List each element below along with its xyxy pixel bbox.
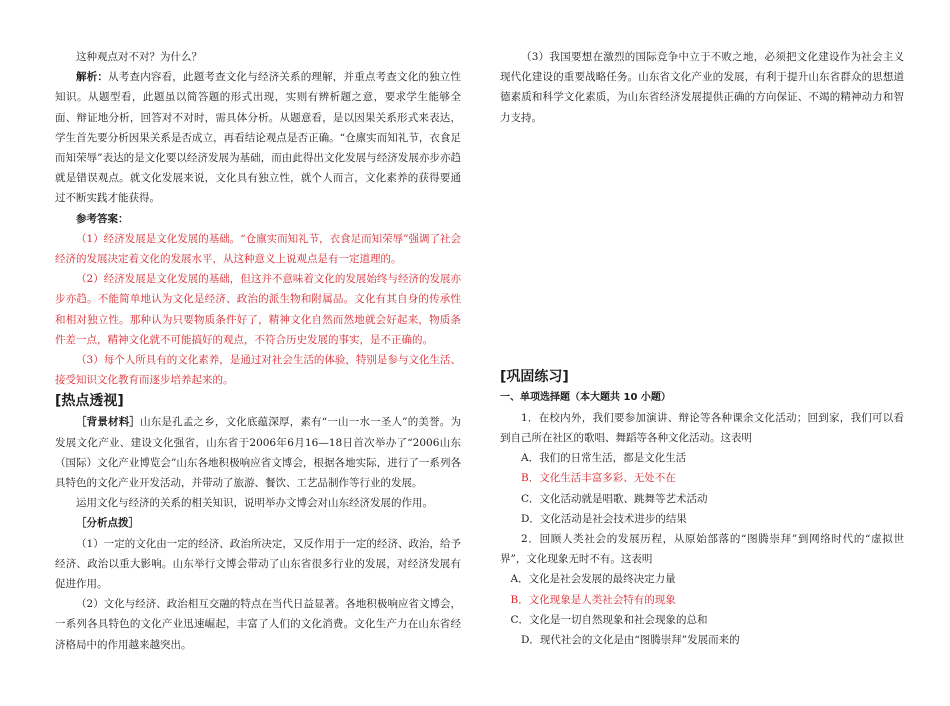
point-2: （2）文化与经济、政治相互交融的特点在当代日益显著。各地积极响应省文博会，一系列各具特色的文化产业迅速崛起，丰富了人们的文化消费。文化生产力在山东省经济格局中的作用越来越突出。 bbox=[55, 598, 461, 651]
q1-option-c: C．文化活动就是唱歌、跳舞等艺术活动 bbox=[521, 492, 708, 505]
q1-option-a: A．我们的日常生活，都是文化生活 bbox=[521, 452, 687, 465]
answer-2: （2）经济发展是文化发展的基础，但这并不意味着文化的发展始终与经济的发展亦步亦趋。不能简单地认为文化是经济、政治的派生物和附属品。文化有其自身的传承性和相对独立性。那种认为只要物质条件好了，精神文化自然而然地就会好起来，物质条件差一点，精神文化就不可能搞好的观点，不符合历史发展的事实，是不正确的。 bbox=[55, 273, 461, 346]
analysis-label: 解析： bbox=[76, 71, 109, 84]
question-text: 这种观点对不对？为什么？ bbox=[76, 51, 202, 63]
q2-stem: 2．回顾人类社会的发展历程，从原始部落的“图腾崇拜”到网络时代的“虚拟世界”，文化现象无时不有。这表明 bbox=[500, 533, 904, 566]
section-title: 一、单项选择题（本大题共 10 小题） bbox=[500, 391, 671, 403]
analysis2-label: ［分析点拨］ bbox=[76, 517, 139, 530]
analysis-paragraph bbox=[55, 67, 461, 208]
background-paragraph bbox=[55, 412, 461, 493]
point-1: （1）一定的文化由一定的经济、政治所决定，又反作用于一定的经济、政治，给予经济、政治以重大影响。山东举行文博会带动了山东省很多行业的发展，对经济发展有促进作用。 bbox=[55, 537, 461, 591]
q2-option-b: B．文化现象是人类社会特有的现象 bbox=[510, 593, 676, 606]
answer-1: （1）经济发展是文化发展的基础。“仓廪实而知礼节，衣食足而知荣辱”强调了社会经济的发展决定着文化的发展水平，从这种意义上说观点是有一定道理的。 bbox=[55, 232, 461, 266]
hot-title: [热点透视] bbox=[55, 393, 124, 410]
q2-option-d: D．现代社会的文化是由“图腾崇拜”发展而来的 bbox=[521, 634, 740, 647]
answer-label: 参考答案： bbox=[76, 212, 129, 225]
q2-option-c: C．文化是一切自然现象和社会现象的总和 bbox=[510, 613, 708, 626]
right-column bbox=[500, 0, 904, 650]
q1-stem: 1．在校内外，我们要参加演讲、辩论等各种课余文化活动；回到家，我们可以看到自己所在社区的歌唱、舞蹈等各种文化活动。这表明 bbox=[500, 411, 904, 445]
background-label: ［背景材料］ bbox=[76, 416, 141, 429]
background-question: 运用文化与经济的关系的相关知识，说明举办文博会对山东经济发展的作用。 bbox=[76, 497, 433, 510]
point-3: （3）我国要想在激烈的国际竞争中立于不败之地，必须把文化建设作为社会主义现代化建设的重要战略任务。山东省文化产业的发展，有利于提升山东省群众的思想道德素质和科学文化素质，为山东省经济发展提供正确的方向保证、不竭的精神动力和智力支持。 bbox=[500, 51, 904, 124]
q1-option-d: D．文化活动是社会技术进步的结果 bbox=[521, 512, 687, 525]
background-text: 山东是孔孟之乡，文化底蕴深厚，素有“一山一水一圣人”的美誉。为发展文化产业、建设文化强省，山东省于2006年6月16—18日首次举办了“2006山东（国际）文化产业博览会”山东各地积极响应省文博会，根据各地实际，进行了一系列各具特色的文化产业开发活动，并带动了旅游、餐饮、工艺品制作等行业的发展。 bbox=[55, 416, 461, 490]
practice-title: [巩固练习] bbox=[500, 368, 569, 385]
answer-3: （3）每个人所具有的文化素养，是通过对社会生活的体验，特别是参与文化生活、接受知识文化教育而逐步培养起来的。 bbox=[55, 354, 461, 387]
analysis-text: 从考查内容看，此题考查文化与经济关系的理解，并重点考查文化的独立性知识。从题型看，此题虽以简答题的形式出现，实则有辨析题之意，要求学生能够全面、辩证地分析，回答对不对时，需具体分析。从题意看，是以因果关系形式来表达，学生首先要分析因果关系是否成立，再看结论观点是否正确。“仓廪实而知礼节，衣食足而知荣辱”表达的是文化要以经济发展为基础，而由此得出文化发展与经济发展亦步亦趋就是错误观点。就文化发展来说，文化具有独立性，就个人而言，文化素养的获得要通过不断实践才能获得。 bbox=[55, 71, 462, 205]
left-column bbox=[55, 0, 461, 655]
q2-option-a: A．文化是社会发展的最终决定力量 bbox=[510, 573, 676, 586]
q1-option-b: B．文化生活丰富多彩、无处不在 bbox=[521, 472, 676, 485]
